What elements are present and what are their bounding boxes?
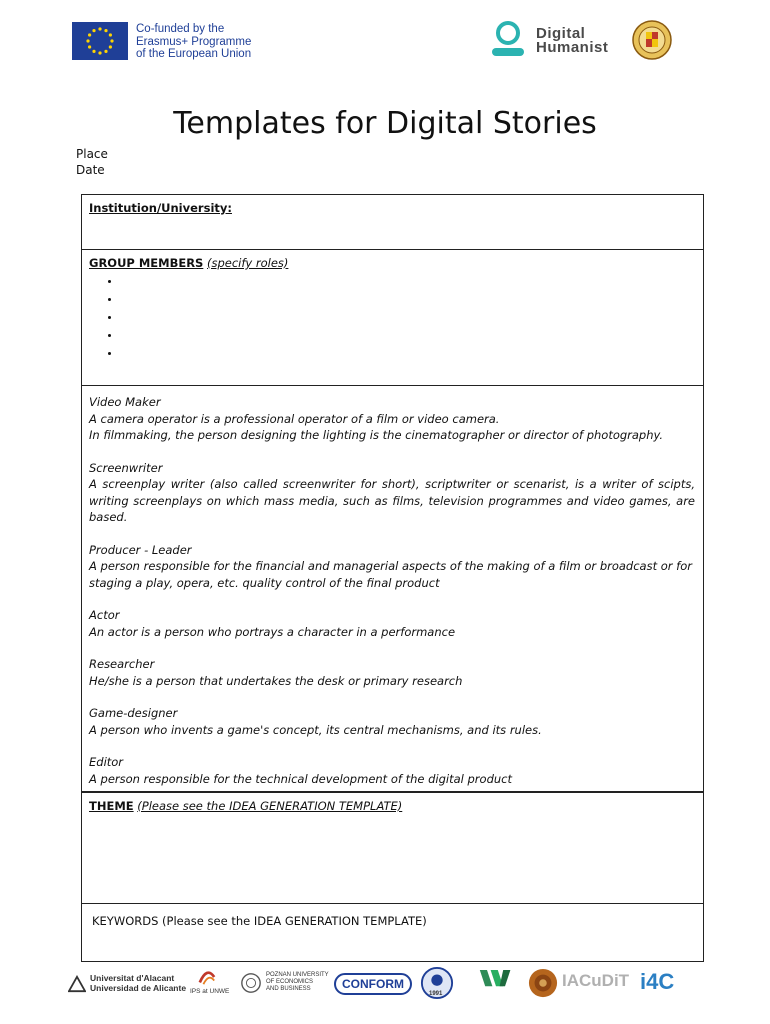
- wu-mark-icon: [478, 968, 514, 990]
- role-description: He/she is a person that undertakes the desk or primary research: [89, 673, 463, 688]
- alicante-logo: [68, 966, 187, 1002]
- digital-humanist-wordmark: [536, 27, 608, 55]
- seal-1991-logo: [420, 966, 464, 1002]
- eu-line: Co-funded by the: [136, 23, 225, 35]
- conform-logo: [334, 966, 414, 1002]
- alicante-emblem-icon: [68, 975, 86, 993]
- iacudit-text: IACuDiT: [562, 971, 630, 990]
- role-screenwriter: [89, 460, 695, 526]
- eu-star-icon: [104, 29, 107, 32]
- seal-year: 1991: [429, 991, 443, 997]
- ips-swirl-icon: [196, 968, 218, 986]
- dh-line: Digital: [536, 25, 586, 42]
- role-producer: [89, 542, 695, 592]
- roles-cell: [82, 385, 703, 791]
- iacudit-logo: [528, 966, 634, 1002]
- eu-star-icon: [109, 45, 112, 48]
- eu-star-icon: [98, 51, 101, 54]
- alicante-line: Universidad de Alicante: [90, 983, 187, 993]
- member-bullet[interactable]: [121, 328, 695, 346]
- role-editor: [89, 754, 695, 787]
- eu-star-icon: [88, 33, 91, 36]
- institution-label: Institution/University:: [89, 201, 232, 215]
- ips-text: IPS at UNWE: [190, 988, 230, 995]
- group-members-cell[interactable]: [82, 249, 703, 385]
- role-name: Producer - Leader: [89, 542, 192, 557]
- theme-label: THEME: [89, 799, 134, 813]
- role-name: Screenwriter: [89, 460, 163, 475]
- wu-logo: [474, 966, 520, 1002]
- role-description: A person responsible for the financial and managerial aspects of the making of a film or broadcast or for staging a play, opera, etc. quality control of the final product: [89, 559, 692, 590]
- eu-funding-text: [136, 23, 251, 61]
- eu-star-icon: [98, 27, 101, 30]
- role-name: Editor: [89, 755, 124, 769]
- poznan-logo: [240, 966, 329, 1002]
- theme-hint: (Please see the IDEA GENERATION TEMPLATE): [137, 799, 403, 813]
- date-label: Date: [76, 163, 105, 177]
- poznan-line: AND BUSINESS: [266, 986, 311, 992]
- role-game-designer: [89, 705, 695, 738]
- eu-star-icon: [110, 39, 113, 42]
- eu-line: Erasmus+ Programme: [136, 35, 252, 48]
- partner-logos: [68, 966, 688, 1004]
- role-description: A screenplay writer (also called screenwriter for short), scriptwriter or scenarist, is a writer of scipts, writing screenplays on which mass media, such as films, television programmes and video games, are based.: [89, 477, 695, 524]
- alicante-line: Universitat d'Alacant: [90, 973, 175, 983]
- group-members-hint: (specify roles): [207, 256, 289, 270]
- members-list: [89, 274, 695, 364]
- eu-star-icon: [92, 29, 95, 32]
- role-researcher: [89, 656, 695, 689]
- eu-star-icon: [86, 39, 89, 42]
- i4c-text: i4C: [640, 969, 675, 994]
- eu-star-icon: [109, 33, 112, 36]
- role-description: An actor is a person who portrays a character in a performance: [89, 624, 456, 639]
- eu-star-icon: [92, 50, 95, 53]
- role-description: A person responsible for the technical development of the digital product: [89, 771, 512, 786]
- member-bullet[interactable]: [121, 310, 695, 328]
- role-description: In filmmaking, the person designing the lighting is the cinematographer or director of photography.: [89, 428, 664, 442]
- eu-line: of the European Union: [136, 48, 252, 60]
- university-seal-icon: [632, 20, 672, 60]
- role-description: A camera operator is a professional operator of a film or video camera.: [89, 411, 500, 426]
- role-name: Actor: [89, 608, 120, 622]
- digital-humanist-logo-icon: [488, 20, 528, 60]
- poznan-line: OF ECONOMICS: [266, 979, 314, 985]
- role-actor: [89, 607, 695, 640]
- i4c-logo: [640, 966, 684, 1002]
- poznan-crest-icon: [240, 972, 262, 994]
- eu-flag-logo: [72, 22, 128, 60]
- dh-line: Humanist: [536, 39, 609, 56]
- role-name: Game-designer: [89, 706, 178, 720]
- place-date-block: [76, 146, 108, 178]
- institution-cell[interactable]: [82, 195, 703, 249]
- page-title: Templates for Digital Stories: [173, 106, 597, 141]
- iacudit-emblem-icon: [528, 968, 558, 998]
- template-table: [81, 194, 704, 962]
- place-label: Place: [76, 147, 108, 161]
- role-description: A person who invents a game's concept, its central mechanisms, and its rules.: [89, 722, 542, 737]
- member-bullet[interactable]: [121, 346, 695, 364]
- poznan-line: POZNAN UNIVERSITY: [266, 972, 329, 978]
- eu-star-icon: [88, 45, 91, 48]
- keywords-label: KEYWORDS (Please see the IDEA GENERATION TEMPLATE): [92, 914, 427, 928]
- member-bullet[interactable]: [121, 274, 695, 292]
- theme-cell[interactable]: [82, 791, 703, 903]
- eu-star-icon: [104, 50, 107, 53]
- role-name: Video Maker: [89, 395, 161, 409]
- group-members-label: GROUP MEMBERS: [89, 256, 204, 270]
- keywords-cell[interactable]: [82, 903, 703, 961]
- role-name: Researcher: [89, 657, 155, 671]
- role-video-maker: [89, 394, 695, 444]
- conform-text: CONFORM: [334, 973, 412, 995]
- ips-unwe-logo: [184, 966, 234, 1002]
- member-bullet[interactable]: [121, 292, 695, 310]
